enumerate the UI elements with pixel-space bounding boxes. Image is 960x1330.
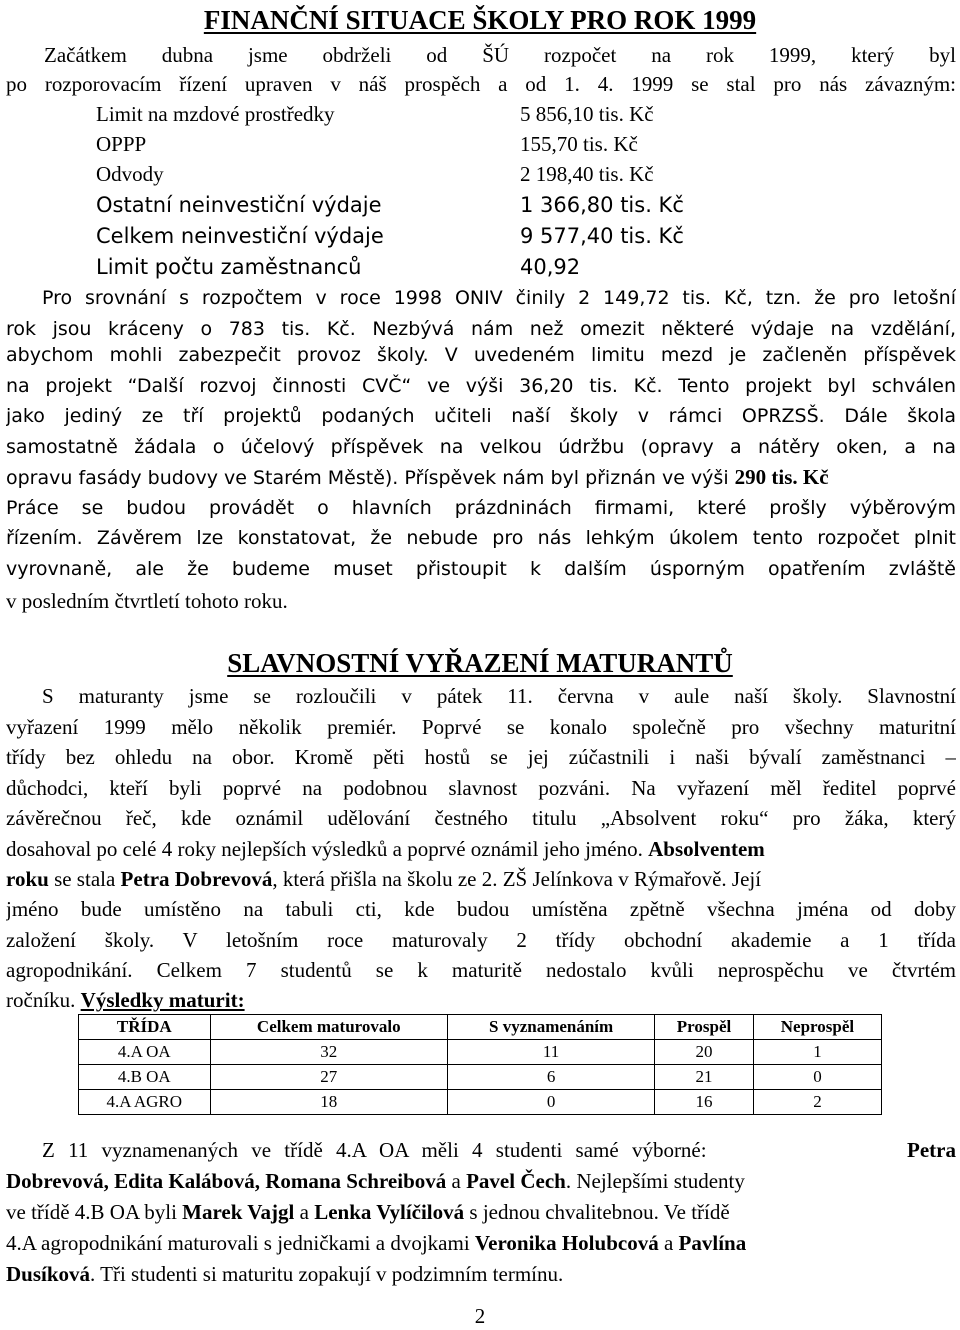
closing-text: a — [451, 1169, 461, 1193]
award-word: Absolventem — [648, 837, 765, 861]
para-line: jako jediný ze tří projektů podaných učiteli naší školy v rámci OPRZSŠ. Dále škola — [6, 405, 956, 427]
budget-row — [0, 129, 960, 159]
budget-row — [0, 159, 960, 189]
results-table — [78, 1014, 882, 1115]
closing-text: . Tři studenti si maturitu zopakují v podzimním termínu. — [90, 1262, 564, 1286]
granted-amount: 290 tis. Kč — [734, 465, 829, 489]
budget-label: Limit na mzdové prostředky — [96, 102, 335, 126]
budget-value: 1 366,80 tis. Kč — [520, 193, 684, 217]
budget-row — [0, 221, 960, 251]
last-line-start: ročníku. — [6, 988, 76, 1012]
para-line: řízením. Závěrem lze konstatovat, že nebude pro nás lehkým úkolem tento rozpočet plnit — [6, 527, 956, 549]
budget-value: 9 577,40 tis. Kč — [520, 224, 684, 248]
student-name: Veronika Holubcová — [474, 1231, 659, 1255]
award-word-2: roku — [6, 867, 49, 891]
intro-line-1: Začátkem dubna jsme obdrželi od ŠÚ rozpočet na rok 1999, který byl — [44, 43, 956, 67]
table-cell: 2 — [753, 1090, 881, 1115]
closing-text: a — [663, 1231, 674, 1255]
closing-text: Z 11 vyznamenaných ve třídě 4.A OA měli 4 studenti samé výborné: — [42, 1138, 707, 1162]
grad-line-winner — [6, 864, 956, 894]
para-line: vyrovnaně, ale že budeme muset přistoupit k dalším úsporným opatřením zvláště — [6, 558, 956, 580]
award-name: Petra Dobrevová — [120, 867, 273, 891]
para-line: v posledním čtvrtletí tohoto roku. — [6, 589, 288, 613]
grad-line: vyřazení 1999 mělo několik premiér. Poprvé se konalo společně pro všechny maturitní — [6, 715, 956, 739]
para-line: rok jsou kráceny o 783 tis. Kč. Nezbývá nám než omezit některé výdaje na vzdělání, — [6, 318, 956, 340]
grad-text: dosahoval po celé 4 roky nejlepších výsledků a poprvé oznámil jeho jméno. — [6, 837, 643, 861]
budget-row — [0, 190, 960, 220]
closing-line — [6, 1166, 956, 1196]
closing-line — [6, 1259, 956, 1289]
section-title-finance: FINANČNÍ SITUACE ŠKOLY PRO ROK 1999 — [203, 5, 757, 35]
table-cell: 21 — [655, 1065, 754, 1090]
para-line: samostatně žádala o účelový příspěvek na velkou údržbu (opravy a nátěry oken, a na — [6, 436, 956, 458]
table-cell: 4.A OA — [79, 1040, 211, 1065]
grad-line-award — [6, 834, 956, 864]
table-header-row — [79, 1015, 882, 1040]
grad-line: třídy bez ohledu na obor. Kromě pěti hostů se jej zúčastnili i naši bývalí zaměstnanci – — [6, 745, 956, 769]
col-header: Prospěl — [655, 1015, 754, 1040]
page-number: 2 — [474, 1304, 486, 1328]
table-cell: 4.A AGRO — [79, 1090, 211, 1115]
student-name: Petra — [907, 1138, 956, 1162]
table-row — [79, 1090, 882, 1115]
para-line: Práce se budou provádět o hlavních prázdninách firmami, které prošly výběrovým — [6, 497, 956, 519]
para-line-granted — [6, 462, 956, 493]
budget-label: OPPP — [96, 132, 147, 156]
table-cell: 27 — [210, 1065, 447, 1090]
budget-label: Limit počtu zaměstnanců — [96, 255, 362, 279]
closing-line — [6, 1228, 956, 1258]
table-cell: 4.B OA — [79, 1065, 211, 1090]
grad-line: založení školy. V letošním roce maturovaly 2 třídy obchodní akademie a 1 třída — [6, 928, 956, 952]
intro-line-2: po rozporovacím řízení upraven v náš prospěch a od 1. 4. 1999 se stal pro nás závazným: — [6, 72, 956, 96]
table-cell: 32 — [210, 1040, 447, 1065]
table-cell: 0 — [448, 1090, 655, 1115]
table-row — [79, 1040, 882, 1065]
closing-text: a — [299, 1200, 309, 1224]
table-cell: 1 — [753, 1040, 881, 1065]
closing-text: 4.A agropodnikání maturovali s jedničkami a dvojkami — [6, 1231, 470, 1255]
table-cell: 0 — [753, 1065, 881, 1090]
grad-line: důchodci, kteří byli poprvé na podobnou slavnost pozváni. Na vyřazení měl ředitel poprvé — [6, 776, 956, 800]
award-mid: se stala — [54, 867, 116, 891]
budget-label: Odvody — [96, 162, 164, 186]
budget-value: 5 856,10 tis. Kč — [520, 102, 654, 126]
table-row — [79, 1065, 882, 1090]
col-header: TŘÍDA — [79, 1015, 211, 1040]
student-name: Marek Vajgl — [182, 1200, 295, 1224]
budget-value: 155,70 tis. Kč — [520, 132, 638, 156]
table-cell: 6 — [448, 1065, 655, 1090]
student-name: Pavel Čech — [466, 1169, 566, 1193]
closing-text: ve třídě 4.B OA byli — [6, 1200, 177, 1224]
para-line: abychom mohli zabezpečit provoz školy. V uvedeném limitu mezd je začleněn příspěvek — [6, 344, 956, 366]
student-name: Dusíková — [6, 1262, 91, 1286]
closing-text: s jednou chvalitebnou. Ve třídě — [469, 1200, 730, 1224]
award-rest: , která přišla na školu ze 2. ZŠ Jelínkova v Rýmařově. Její — [272, 867, 762, 891]
para-line: na projekt “Další rozvoj činnosti CVČ“ ve výši 36,20 tis. Kč. Tento projekt byl schválen — [6, 375, 956, 397]
closing-text: . Nejlepšími studenty — [565, 1169, 745, 1193]
section-title-graduation: SLAVNOSTNÍ VYŘAZENÍ MATURANTŮ — [227, 648, 733, 678]
budget-label: Celkem neinvestiční výdaje — [96, 224, 384, 248]
grad-line: jméno bude umístěno na tabuli cti, kde budou umístěna zpětně všechna jména od doby — [6, 897, 956, 921]
student-name: Pavlína — [678, 1231, 747, 1255]
para-line: Pro srovnání s rozpočtem v roce 1998 ONIV činily 2 149,72 tis. Kč, tzn. že pro letošní — [42, 287, 956, 309]
budget-value: 40,92 — [520, 255, 581, 279]
budget-row — [0, 99, 960, 129]
grad-line: S maturanty jsme se rozloučili v pátek 11. června v aule naší školy. Slavnostní — [42, 684, 956, 708]
table-cell: 18 — [210, 1090, 447, 1115]
budget-value: 2 198,40 tis. Kč — [520, 162, 654, 186]
student-name: Dobrevová, Edita Kalábová, Romana Schreibová — [6, 1169, 447, 1193]
table-cell: 20 — [655, 1040, 754, 1065]
col-header: S vyznamenáním — [448, 1015, 655, 1040]
grad-line-results — [6, 985, 956, 1015]
student-name: Lenka Vylíčilová — [314, 1200, 465, 1224]
granted-text: opravu fasády budovy ve Starém Městě). Příspěvek nám byl přiznán ve výši — [6, 467, 729, 489]
grad-line: závěrečnou řeč, kde oznámil udělování čestného titulu „Absolvent roku“ pro žáka, který — [6, 806, 956, 830]
col-header: Neprospěl — [753, 1015, 881, 1040]
grad-line: agropodnikání. Celkem 7 studentů se k maturitě nedostalo kvůli neprospěchu ve čtvrtém — [6, 958, 956, 982]
table-cell: 16 — [655, 1090, 754, 1115]
col-header: Celkem maturovalo — [210, 1015, 447, 1040]
budget-label: Ostatní neinvestiční výdaje — [96, 193, 382, 217]
table-cell: 11 — [448, 1040, 655, 1065]
closing-line — [42, 1135, 956, 1165]
results-heading: Výsledky maturit: — [80, 988, 245, 1012]
budget-row — [0, 252, 960, 282]
closing-line — [6, 1197, 956, 1227]
